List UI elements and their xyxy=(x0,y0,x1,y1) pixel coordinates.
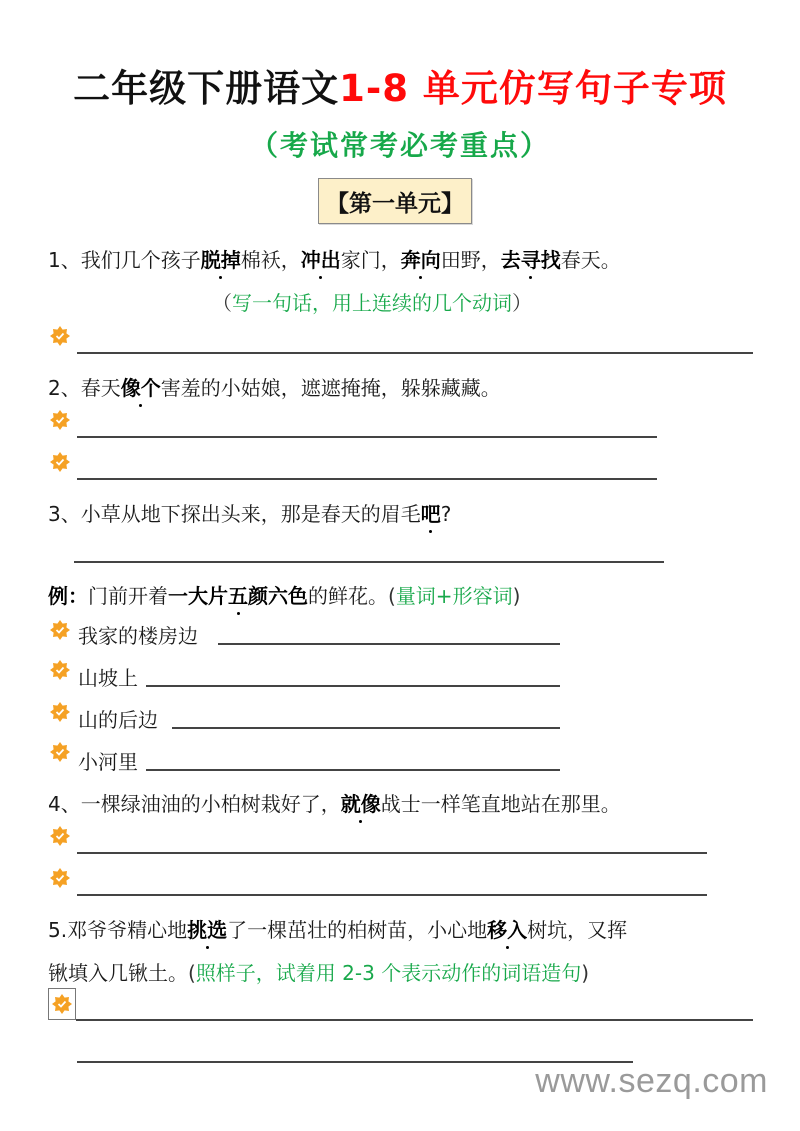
answer-line[interactable] xyxy=(77,852,707,854)
question-number: 2、 xyxy=(48,376,81,400)
orange-badge-check-icon xyxy=(50,868,70,888)
fill-item-label: 山的后边 xyxy=(78,708,158,732)
q-keyword xyxy=(121,376,161,400)
orange-badge-check-icon xyxy=(50,410,70,430)
orange-badge-check-icon xyxy=(50,620,70,640)
q-keyword-text: 一大片五颜六色 xyxy=(168,580,308,609)
orange-badge-check-icon xyxy=(50,452,70,472)
q-keyword-text: 脱掉 xyxy=(201,244,241,273)
orange-badge-check-icon xyxy=(50,326,70,346)
q-keyword-text: 吧 xyxy=(421,498,441,527)
q-text: 棉袄， xyxy=(240,248,301,272)
hint-paren: ( xyxy=(388,584,396,608)
q-keyword-text: 冲出 xyxy=(301,244,341,273)
hint-text: 照样子，试着用 2-3 个表示动作的词语造句 xyxy=(195,961,582,985)
q-keyword xyxy=(168,584,308,608)
question-1 xyxy=(48,244,621,273)
question-5-line2 xyxy=(48,957,589,986)
q-keyword-text: 像个 xyxy=(121,372,161,401)
hint-paren: ) xyxy=(512,584,521,608)
orange-badge-check-icon xyxy=(50,742,70,762)
title-red-part: 1-8 单元仿写句子专项 xyxy=(339,67,727,110)
answer-line[interactable] xyxy=(172,727,560,729)
q-text: 的鲜花。 xyxy=(308,584,388,608)
checkbox-badge-icon[interactable] xyxy=(48,988,76,1020)
example-label: 例： xyxy=(48,584,88,608)
q-text: 一棵绿油油的小柏树栽好了， xyxy=(80,792,341,816)
answer-line[interactable] xyxy=(146,685,560,687)
orange-badge-check-icon xyxy=(52,994,72,1014)
example-sentence xyxy=(48,580,520,609)
q-text: 邓爷爷精心地 xyxy=(67,918,188,942)
question-3 xyxy=(48,498,451,527)
answer-line[interactable] xyxy=(146,769,560,771)
question-2 xyxy=(48,372,501,401)
page-title xyxy=(0,58,800,112)
q-text: 小草从地下探出头来，那是春天的眉毛 xyxy=(80,502,421,526)
q-keyword-text: 去寻找 xyxy=(501,244,561,273)
answer-line[interactable] xyxy=(77,478,657,480)
orange-badge-check-icon xyxy=(50,826,70,846)
q-keyword xyxy=(421,502,441,526)
answer-line[interactable] xyxy=(74,561,664,563)
title-black-part: 二年级下册语文 xyxy=(73,67,340,110)
q-keyword-text: 就像 xyxy=(341,788,381,817)
q-keyword xyxy=(401,248,441,272)
orange-badge-check-icon xyxy=(50,702,70,722)
unit-label: 【第一单元】 xyxy=(326,190,464,217)
hint-paren: ) xyxy=(581,961,590,985)
hint-text: 量词+形容词 xyxy=(395,584,513,608)
q-keyword xyxy=(501,248,561,272)
hint-paren: ( xyxy=(188,961,196,985)
answer-line[interactable] xyxy=(218,643,560,645)
q-text: 锹填入几锹土。 xyxy=(48,961,188,985)
page-subtitle: （考试常考必考重点） xyxy=(249,129,550,162)
question-number: 1、 xyxy=(48,248,81,272)
q-text: 树坑，又挥 xyxy=(527,918,628,942)
watermark: www.sezq.com xyxy=(535,1062,768,1100)
question-number: 5. xyxy=(48,918,68,942)
question-1-hint xyxy=(212,287,532,316)
fill-item-label: 山坡上 xyxy=(78,666,138,690)
answer-line[interactable] xyxy=(76,1019,753,1021)
question-number: 4、 xyxy=(48,792,81,816)
q-keyword xyxy=(341,792,381,816)
q-text: 害羞的小姑娘，遮遮掩掩，躲躲藏藏。 xyxy=(160,376,501,400)
answer-line[interactable] xyxy=(77,436,657,438)
orange-badge-check-icon xyxy=(50,660,70,680)
q-text: 我们几个孩子 xyxy=(80,248,201,272)
q-text: ? xyxy=(440,502,452,526)
q-text: 春天。 xyxy=(560,248,621,272)
q-text: 家门， xyxy=(340,248,401,272)
q-text: 战士一样笔直地站在那里。 xyxy=(380,792,621,816)
q-keyword xyxy=(201,248,241,272)
q-keyword-text: 奔向 xyxy=(401,244,441,273)
hint-text: 写一句话，用上连续的几个动词 xyxy=(232,291,512,315)
q-keyword-text: 移入 xyxy=(487,914,527,943)
question-5 xyxy=(48,914,627,943)
q-text: 门前开着 xyxy=(88,584,168,608)
hint-paren: （ xyxy=(212,291,232,315)
question-4 xyxy=(48,788,621,817)
answer-line[interactable] xyxy=(77,894,707,896)
q-keyword xyxy=(487,918,527,942)
question-number: 3、 xyxy=(48,502,81,526)
q-keyword xyxy=(301,248,341,272)
answer-line[interactable] xyxy=(77,352,753,354)
q-text: 田野， xyxy=(440,248,501,272)
q-keyword xyxy=(187,918,227,942)
hint-paren: ） xyxy=(512,291,532,315)
unit-label-box xyxy=(318,178,472,224)
fill-item-label: 我家的楼房边 xyxy=(78,624,198,648)
q-keyword-text: 挑选 xyxy=(187,914,227,943)
q-text: 了一棵茁壮的柏树苗，小心地 xyxy=(227,918,488,942)
q-text: 春天 xyxy=(80,376,121,400)
fill-item-label: 小河里 xyxy=(78,750,138,774)
